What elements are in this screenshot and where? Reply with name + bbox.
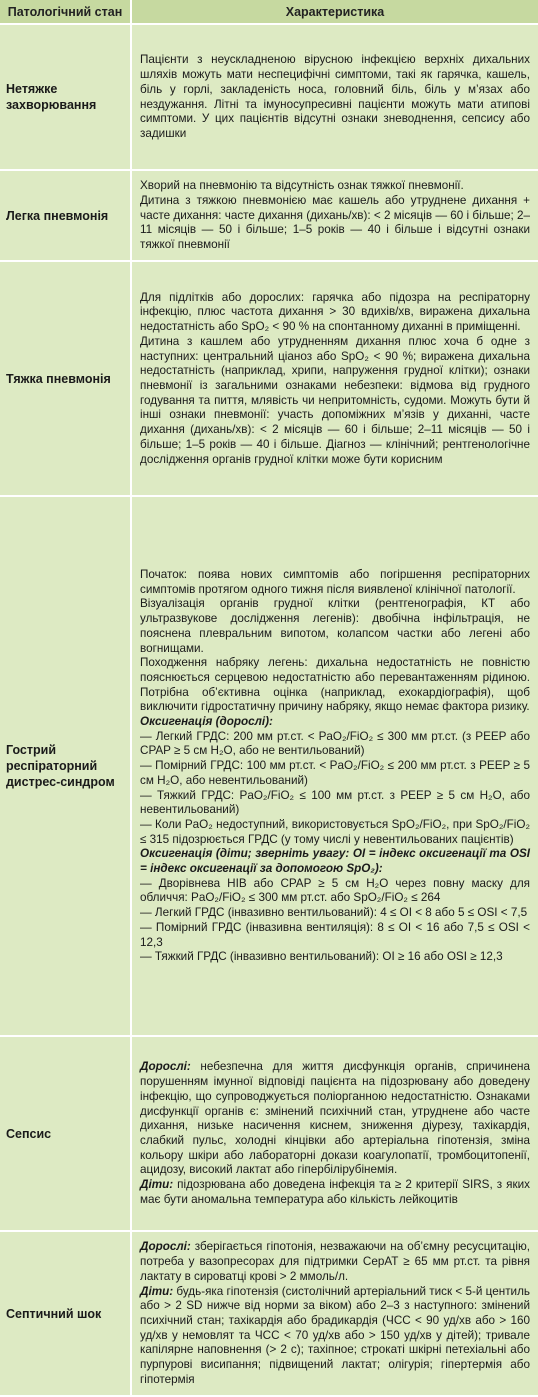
condition-cell: Тяжка пневмонія (0, 262, 132, 497)
paragraph (140, 1285, 530, 1388)
table-header-row (0, 0, 538, 25)
condition-cell: Легка пневмонія (0, 171, 132, 262)
paragraph: — Помірний ГРДС (інвазивна вентиляція): 8 ≤ OI < 16 або 7,5 ≤ OSI < 12,3 (140, 920, 530, 949)
condition-cell: Гострий респіраторний дистрес-синдром (0, 497, 132, 1037)
paragraph: — Коли PaO₂ недоступний, використовується SpO₂/FiO₂, при SpO₂/FiO₂ ≤ 315 підозрюється ГРДС (у тому числі у невентильованих пацієнтів) (140, 817, 530, 846)
header-condition: Патологічний стан (0, 0, 132, 25)
paragraph: — Дворівнева НІВ або CPAP ≥ 5 см H₂O через повну маску для обличчя: PaO₂/FiO₂ ≤ 300 мм рт.ст. або SpO₂/FiO₂ ≤ 264 (140, 876, 530, 905)
header-characteristic: Характеристика (132, 0, 538, 25)
paragraph: — Легкий ГРДС: 200 мм рт.ст. < PaO₂/FiO₂ ≤ 300 мм рт.ст. (з PEEP або CPAP ≥ 5 см H₂O, або не вентильований) (140, 729, 530, 758)
paragraph (140, 1240, 530, 1284)
paragraph: Візуалізація органів грудної клітки (рентгенографія, КТ або ультразвукове дослідження легенів): двобічна інфільтрація, не пояснена плевральним випотом, колапсом частки або легені або вогнищами. (140, 597, 530, 655)
paragraph: Хворий на пневмонію та відсутність ознак тяжкої пневмонії. (140, 179, 464, 193)
table-row-mild-pneumonia (0, 171, 538, 262)
children-text: будь-яка гіпотензія (систолічний артеріальний тиск < 5-й центиль або > 2 SD нижче від норми за віком) або 2–3 з наступного: змінений психічний стан; тахікардія або брадикардія (ЧСС < 90 уд/хв або > 160 уд/хв у немовлят та ЧСС < 70 уд/хв або > 150 уд/хв у дітей); тривале капілярне наповнення (> 2 с); тахіпное; строкаті шкірні петехіальні або пурпурові висипання; підвищений лактат; олігурія; гіпертермія або гіпотермія (140, 1284, 530, 1386)
children-label: Діти: (140, 1284, 174, 1298)
paragraph: — Тяжкий ГРДС: PaO₂/FiO₂ ≤ 100 мм рт.ст. з PEEP ≥ 5 см H₂O, або невентильований) (140, 788, 530, 817)
characteristic-cell (132, 25, 538, 171)
table-row-septic-shock (0, 1232, 538, 1397)
paragraph: — Тяжкий ГРДС (інвазивно вентильований): OI ≥ 16 або OSI ≥ 12,3 (140, 950, 503, 964)
paragraph (140, 1178, 530, 1207)
paragraph: Для підлітків або дорослих: гарячка або підозра на респіраторну інфекцію, плюс частота дихання > 30 вдихів/хв, виражена дихальна недостатність або SpO₂ < 90 % на спонтанному диханні в приміщенні. (140, 290, 530, 334)
characteristic-cell (132, 171, 538, 262)
paragraph (140, 1060, 530, 1178)
adults-text: небезпечна для життя дисфункція органів, спричинена порушенням імунної відповіді пацієнта на підозрювану або доведену інфекцію, що супроводжується поліорганною недостатністю. Ознаками дисфункції органів є: змінений психічний стан, утруднене або часте дихання, низьке насичення киснем, зниження діурезу, тахікардія, слабкий пульс, холодні кінцівки або артеріальна гіпотензія, зміна кольору шкіри або лабораторні докази коагулопатії, тромбоцитопенії, ацидозу, високий лактат або гіпербілірубінемія. (140, 1060, 530, 1177)
adults-text: зберігається гіпотонія, незважаючи на об’ємну ресусцитацію, потреба у вазопресорах для підтримки СерАТ ≥ 65 мм рт.ст. та рівня лактату в сироватці крові > 2 ммоль/л. (140, 1240, 530, 1283)
subheading-oxygenation-children: Оксигенація (діти; зверніть увагу: OI = індекс оксигенації та OSI = індекс оксигенації за допомогою SpO₂): (140, 847, 530, 876)
paragraph: Дитина з тяжкою пневмонією має кашель або утруднене дихання + часте дихання: часте дихання (дихань/хв): < 2 місяців — 60 і більше; 2–11 місяців — 50 і більше; 1–5 років — 40 і більше і відсутні ознаки тяжкої пневмонії (140, 193, 530, 252)
condition-cell: Сепсис (0, 1037, 132, 1232)
paragraph: Початок: поява нових симптомів або погіршення респіраторних симптомів протягом одного тижня після виявленої клінічної патології. (140, 568, 530, 596)
table-row-ards (0, 497, 538, 1037)
condition-cell: Нетяжке захворювання (0, 25, 132, 171)
characteristic-cell (132, 1232, 538, 1397)
table-row-sepsis (0, 1037, 538, 1232)
children-text: підозрювана або доведена інфекція та ≥ 2 критерії SIRS, з яких має бути аномальна температура або кількість лейкоцитів (140, 1178, 530, 1206)
table-row-severe-pneumonia (0, 262, 538, 497)
characteristic-cell (132, 1037, 538, 1232)
paragraph: — Легкий ГРДС (інвазивно вентильований): 4 ≤ OI < 8 або 5 ≤ OSI < 7,5 (140, 906, 528, 920)
adults-label: Дорослі: (140, 1060, 191, 1074)
paragraph: — Помірний ГРДС: 100 мм рт.ст. < PaO₂/FiO₂ ≤ 200 мм рт.ст. з PEEP ≥ 5 см H₂O, або невентильований) (140, 759, 530, 787)
subheading-oxygenation-adults: Оксигенація (дорослі): (140, 715, 273, 729)
paragraph: Пацієнти з неускладненою вірусною інфекцією верхніх дихальних шляхів можуть мати неспецифічні симптоми, такі як гарячка, кашель, біль у горлі, закладеність носа, головний біль, біль у м’язах або нездужання. Літні та імуносупресивні пацієнти можуть мати атипові симптоми. У цих пацієнтів відсутні ознаки зневоднення, сепсису або задишки (140, 53, 530, 140)
table-row-mild-illness (0, 25, 538, 171)
children-label: Діти: (140, 1178, 174, 1192)
condition-cell: Септичний шок (0, 1232, 132, 1397)
characteristic-cell (132, 497, 538, 1037)
paragraph: Походження набряку легень: дихальна недостатність не повністю пояснюється серцевою недостатністю або перевантаженням рідиною. Потрібна об’єктивна оцінка (наприклад, ехокардіографія), щоб виключити гідростатичну причину набряку, якщо немає фактора ризику. (140, 656, 530, 714)
paragraph: Дитина з кашлем або утрудненням дихання плюс хоча б одне з наступних: центральний ціаноз або SpO₂ < 90 %; виражена дихальна недостатність (наприклад, хрипи, напруження грудної клітки); ознаки пневмонії із загальними ознаками небезпеки: відмова від грудного годування та пиття, млявість чи непритомність, судоми. Можуть бути й інші ознаки пневмонії: участь допоміжних м’язів у диханні, часте дихання (дихань/хв): < 2 місяців — 60 і більше; 2–11 місяців — 50 і більше; 1–5 років — 40 і більше. Діагноз — клінічний; рентгенологічне дослідження органів грудної клітки може бути корисним (140, 334, 530, 466)
adults-label: Дорослі: (140, 1240, 191, 1254)
characteristic-cell (132, 262, 538, 497)
